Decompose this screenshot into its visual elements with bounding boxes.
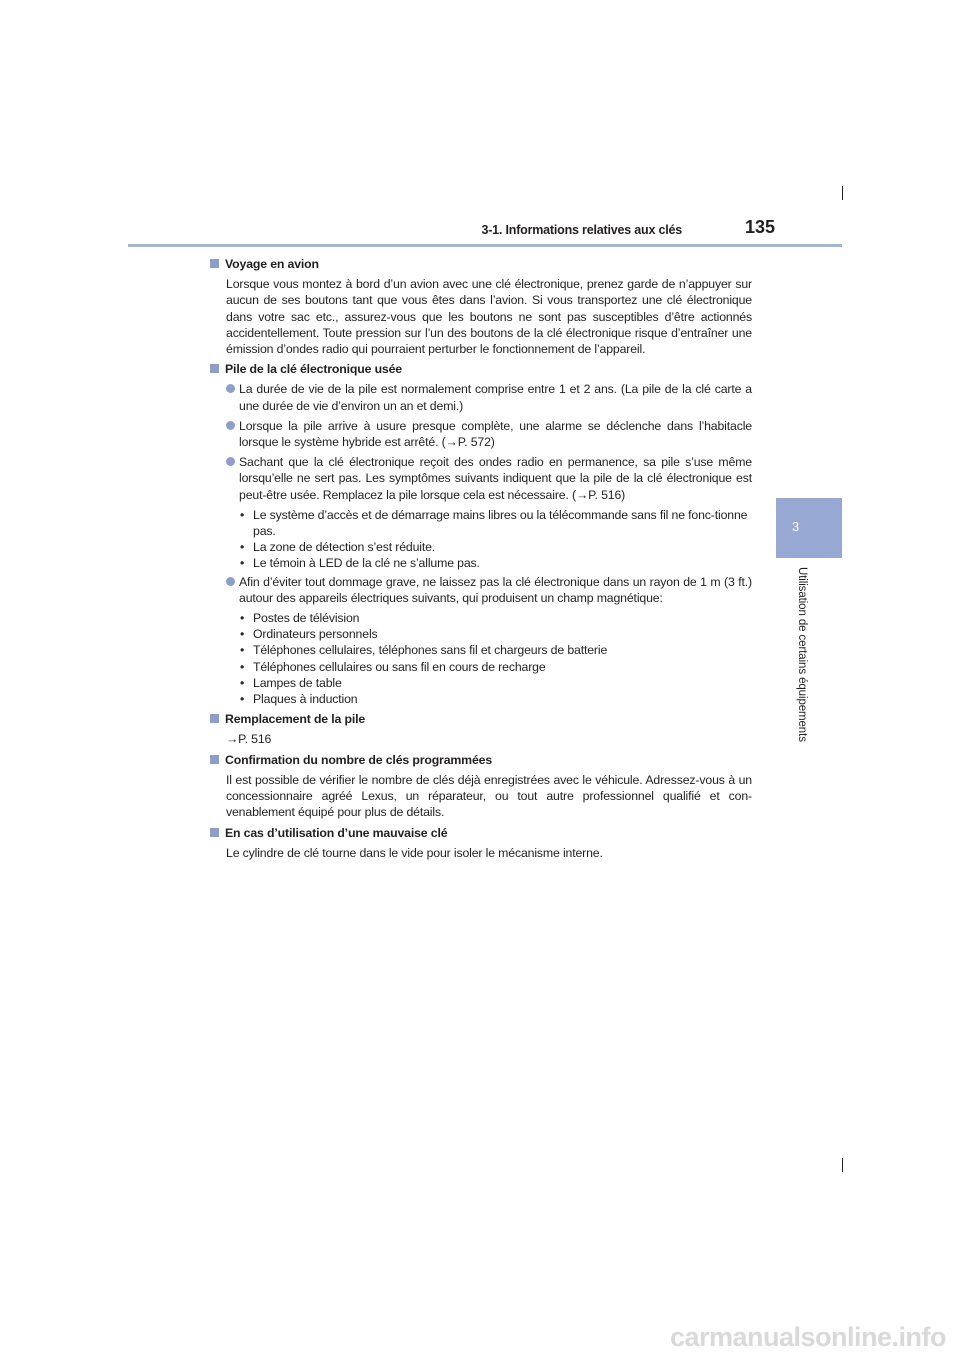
sub-list bbox=[210, 507, 752, 572]
circle-bullet-icon bbox=[226, 421, 235, 430]
square-bullet-icon bbox=[210, 828, 219, 837]
list-item bbox=[226, 381, 752, 413]
dot-marker-icon: • bbox=[240, 659, 245, 674]
section-pile-usee bbox=[210, 361, 752, 707]
sub-list-item-text: Plaques à induction bbox=[253, 692, 358, 707]
sub-list-item bbox=[240, 642, 752, 658]
sub-list-item bbox=[240, 659, 752, 675]
dot-marker-icon: • bbox=[240, 556, 245, 571]
list-item bbox=[226, 454, 752, 503]
sub-list bbox=[210, 610, 752, 707]
list-item-text: La durée de vie de la pile est normalement comprise entre 1 et 2 ans. (La pile de la clé carte a une durée de vie d’environ un an et demi.) bbox=[239, 382, 752, 413]
dot-marker-icon: • bbox=[240, 507, 245, 522]
circle-bullet-icon bbox=[226, 384, 235, 393]
sub-list-item bbox=[240, 675, 752, 691]
list-item-text: Afin d’éviter tout dommage grave, ne laissez pas la clé électronique dans un rayon de 1 m (3 ft.) autour des appareils électriques suivants, qui produisent un champ magnétique: bbox=[239, 574, 752, 605]
sub-list-item bbox=[240, 691, 752, 707]
sub-list-item bbox=[240, 507, 752, 539]
dot-marker-icon: • bbox=[240, 627, 245, 642]
section-confirmation-cles bbox=[210, 752, 752, 821]
list-item-text: Sachant que la clé électronique reçoit des ondes radio en permanence, sa pile s’use même lorsqu’elle ne sert pas. Les symptômes suivants indiquent que la pile de la clé électronique est peut-être usée. Remplacez la pile lorsque cela est nécessaire. (→P. 516) bbox=[239, 455, 752, 502]
list-item-text: Lorsque la pile arrive à usure presque complète, une alarme se déclenche dans l’habitacle lorsque le système hybride est arrêté. (→P. 572) bbox=[239, 418, 752, 450]
watermark: carmanualsonline.info bbox=[669, 1322, 946, 1352]
crop-mark-top bbox=[842, 186, 843, 200]
list-item bbox=[226, 418, 752, 450]
dot-marker-icon: • bbox=[240, 540, 245, 555]
page-number: 135 bbox=[745, 217, 776, 237]
sub-list-item bbox=[240, 610, 752, 626]
circle-bullet-icon bbox=[226, 577, 235, 586]
heading-text: Pile de la clé électronique usée bbox=[225, 362, 402, 377]
chapter-tab bbox=[776, 498, 842, 558]
heading-text: Confirmation du nombre de clés programmées bbox=[225, 752, 493, 767]
square-bullet-icon bbox=[210, 755, 219, 764]
header-rule bbox=[128, 244, 842, 247]
square-bullet-icon bbox=[210, 714, 219, 723]
circle-bullet-icon bbox=[226, 457, 235, 466]
section-mauvaise-cle bbox=[210, 825, 752, 861]
sub-list-item bbox=[240, 626, 752, 642]
sub-list-item-text: Lampes de table bbox=[253, 675, 342, 690]
paragraph: Lorsque vous montez à bord d’un avion avec une clé électronique, prenez garde de n’appuyer sur aucun de ses boutons tant que vous êtes dans l’avion. Si vous transportez une clé électronique dans votre sac etc., assurez-vous que les boutons ne sont pas susceptibles d’être actionnés accidentellement. Toute pression sur l’un des boutons de la clé électronique risque d’entraîner une émission d’ondes radio qui pourraient perturber le fonctionnement de l’appareil. bbox=[226, 277, 752, 357]
heading-text: Voyage en avion bbox=[225, 257, 319, 271]
page-reference-link[interactable]: →P. 516 bbox=[226, 732, 272, 747]
section-heading bbox=[210, 256, 752, 272]
sub-list-item-text: Téléphones cellulaires, téléphones sans fil et chargeurs de batterie bbox=[253, 643, 608, 658]
sub-list-item-text: Le témoin à LED de la clé ne s’allume pas. bbox=[253, 556, 480, 571]
dot-marker-icon: • bbox=[240, 675, 245, 690]
section-heading bbox=[210, 711, 752, 727]
sub-list-item bbox=[240, 555, 752, 571]
sub-list-item-text: La zone de détection s’est réduite. bbox=[253, 540, 436, 555]
sub-list-item-text: Le système d’accès et de démarrage mains libres ou la télécommande sans fil ne fonc-tionne pas. bbox=[253, 507, 748, 539]
section-voyage-en-avion bbox=[210, 256, 752, 357]
section-title: 3-1. Informations relatives aux clés bbox=[481, 223, 682, 237]
sub-list-item-text: Postes de télévision bbox=[253, 611, 360, 626]
square-bullet-icon bbox=[210, 259, 219, 268]
crop-mark-bottom bbox=[842, 1158, 843, 1172]
square-bullet-icon bbox=[210, 364, 219, 373]
heading-text: En cas d’utilisation d’une mauvaise clé bbox=[225, 825, 448, 840]
dot-marker-icon: • bbox=[240, 643, 245, 658]
main-content bbox=[210, 256, 752, 865]
paragraph: Le cylindre de clé tourne dans le vide pour isoler le mécanisme interne. bbox=[226, 845, 603, 860]
sub-list-item-text: Ordinateurs personnels bbox=[253, 627, 378, 642]
section-heading bbox=[210, 825, 752, 841]
section-heading bbox=[210, 361, 752, 377]
section-heading bbox=[210, 752, 752, 768]
paragraph: Il est possible de vérifier le nombre de clés déjà enregistrées avec le véhicule. Adressez-vous à un concessionnaire agréé Lexus, un réparateur, ou tout autre professionnel qualifié et con-venablement équipé pour plus de détails. bbox=[226, 772, 752, 820]
chapter-number: 3 bbox=[792, 519, 800, 534]
chapter-label: Utilisation de certains équipements bbox=[796, 567, 808, 742]
list-item bbox=[226, 574, 752, 606]
section-remplacement-pile bbox=[210, 711, 752, 747]
heading-text: Remplacement de la pile bbox=[225, 712, 366, 727]
dot-marker-icon: • bbox=[240, 611, 245, 626]
sub-list-item bbox=[240, 539, 752, 555]
sub-list-item-text: Téléphones cellulaires ou sans fil en cours de recharge bbox=[253, 659, 546, 674]
dot-marker-icon: • bbox=[240, 692, 245, 707]
